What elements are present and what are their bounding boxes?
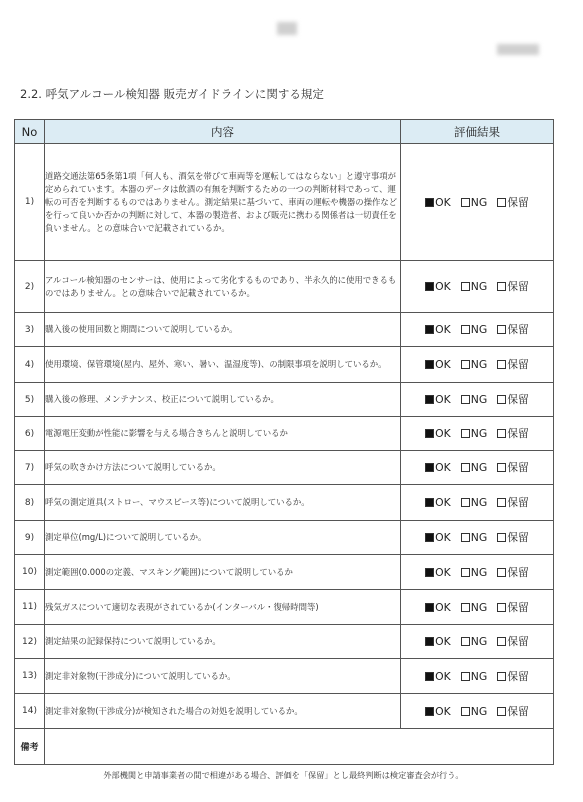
option-label: 保留 xyxy=(507,531,529,544)
checkbox-icon[interactable] xyxy=(497,282,506,291)
checkbox-icon[interactable] xyxy=(461,637,470,646)
row-number: 5) xyxy=(15,383,45,417)
option-label: 保留 xyxy=(507,461,529,474)
row-result xyxy=(401,451,554,485)
result-option-ng[interactable] xyxy=(461,705,487,718)
result-option-pending[interactable] xyxy=(497,495,529,510)
checkbox-icon[interactable] xyxy=(461,429,470,438)
option-label: 保留 xyxy=(507,358,529,371)
checkbox-icon[interactable] xyxy=(461,360,470,369)
result-option-pending[interactable] xyxy=(497,634,529,649)
option-label: OK xyxy=(435,704,451,718)
table-header-row xyxy=(15,120,554,144)
result-option-pending[interactable] xyxy=(497,460,529,475)
row-number: 10) xyxy=(15,555,45,590)
result-option-ok[interactable] xyxy=(425,427,451,440)
result-option-ng[interactable] xyxy=(461,601,487,614)
checkbox-icon[interactable] xyxy=(497,498,506,507)
result-option-ok[interactable] xyxy=(425,566,451,579)
checkbox-icon[interactable] xyxy=(425,325,434,334)
row-result xyxy=(401,261,554,313)
row-number: 8) xyxy=(15,485,45,521)
checkbox-icon[interactable] xyxy=(497,603,506,612)
row-content: 測定非対象物(干渉成分)について説明しているか。 xyxy=(45,659,401,694)
result-option-ng[interactable] xyxy=(461,196,487,209)
row-number: 6) xyxy=(15,417,45,451)
option-label: NG xyxy=(470,280,488,293)
option-label: OK xyxy=(435,427,451,440)
result-option-pending[interactable] xyxy=(497,565,529,580)
row-number: 11) xyxy=(15,590,45,625)
checkbox-icon[interactable] xyxy=(425,395,434,404)
result-option-ng[interactable] xyxy=(461,531,487,544)
remarks-row xyxy=(15,729,554,765)
result-option-ok[interactable] xyxy=(425,705,451,718)
result-option-ng[interactable] xyxy=(461,393,487,406)
row-number: 9) xyxy=(15,521,45,555)
checkbox-icon[interactable] xyxy=(497,707,506,716)
option-label: OK xyxy=(435,323,451,336)
table-row xyxy=(15,555,554,590)
table-row xyxy=(15,144,554,261)
result-option-pending[interactable] xyxy=(497,530,529,545)
checkbox-icon[interactable] xyxy=(497,325,506,334)
option-label: NG xyxy=(470,461,488,474)
row-content: アルコール検知器のセンサーは、使用によって劣化するものであり、半永久的に使用できるものではありません。との意味合いで記載されているか。 xyxy=(45,261,401,313)
option-label: NG xyxy=(470,531,488,544)
row-result xyxy=(401,347,554,383)
result-option-ng[interactable] xyxy=(461,566,487,579)
redacted-mark-right xyxy=(497,44,539,55)
row-content: 測定結果の記録保持について説明しているか。 xyxy=(45,625,401,659)
row-result xyxy=(401,383,554,417)
table-row xyxy=(15,521,554,555)
header-no: No xyxy=(15,120,45,144)
option-label: NG xyxy=(470,393,488,406)
row-number: 7) xyxy=(15,451,45,485)
result-option-pending[interactable] xyxy=(497,322,529,337)
option-label: NG xyxy=(470,565,488,579)
result-option-pending[interactable] xyxy=(497,600,529,615)
checkbox-icon[interactable] xyxy=(497,198,506,207)
row-content: 電源電圧変動が性能に影響を与える場合きちんと説明しているか xyxy=(45,417,401,451)
footer-note: 外部機関と申請事業者の間で相違がある場合、評価を「保留」とし最終判断は検定審査会が行う。 xyxy=(103,770,464,780)
checkbox-icon[interactable] xyxy=(497,637,506,646)
result-option-ok[interactable] xyxy=(425,280,451,293)
option-label: 保留 xyxy=(507,565,529,579)
row-number: 13) xyxy=(15,659,45,694)
row-content: 呼気の吹きかけ方法について説明しているか。 xyxy=(45,451,401,485)
row-number: 12) xyxy=(15,625,45,659)
result-option-ok[interactable] xyxy=(425,601,451,614)
result-option-ok[interactable] xyxy=(425,393,451,406)
option-label: NG xyxy=(470,496,488,509)
row-number: 2) xyxy=(15,261,45,313)
row-result xyxy=(401,144,554,261)
result-option-ok[interactable] xyxy=(425,670,451,683)
checkbox-icon[interactable] xyxy=(497,533,506,542)
result-option-ok[interactable] xyxy=(425,358,451,371)
checkbox-icon[interactable] xyxy=(497,429,506,438)
table-row xyxy=(15,659,554,694)
row-content: 呼気の測定道具(ストロー、マウスピース等)について説明しているか。 xyxy=(45,485,401,521)
option-label: 保留 xyxy=(507,323,529,336)
option-label: OK xyxy=(435,280,451,293)
checkbox-icon[interactable] xyxy=(425,282,434,291)
row-content: 残気ガスについて適切な表現がされているか(インターバル・復帰時間等) xyxy=(45,590,401,625)
result-option-pending[interactable] xyxy=(497,279,529,294)
row-content: 測定単位(mg/L)について説明しているか。 xyxy=(45,521,401,555)
option-label: 保留 xyxy=(507,669,529,683)
checkbox-icon[interactable] xyxy=(461,282,470,291)
row-content: 購入後の修理、メンテナンス、校正について説明しているか。 xyxy=(45,383,401,417)
row-content: 使用環境、保管環境(屋内、屋外、寒い、暑い、温湿度等)、の制限事項を説明しているか。 xyxy=(45,347,401,383)
checkbox-icon[interactable] xyxy=(425,637,434,646)
checkbox-icon[interactable] xyxy=(461,707,470,716)
section-title: 2.2. 呼気アルコール検知器 販売ガイドラインに関する規定 xyxy=(20,87,324,101)
checkbox-icon[interactable] xyxy=(425,498,434,507)
table-row xyxy=(15,694,554,729)
header-content: 内容 xyxy=(45,120,401,144)
option-label: 保留 xyxy=(507,195,529,209)
row-result xyxy=(401,694,554,729)
redacted-mark-top xyxy=(277,22,297,35)
checkbox-icon[interactable] xyxy=(425,360,434,369)
table-row xyxy=(15,347,554,383)
row-content: 購入後の使用回数と期間について説明しているか。 xyxy=(45,313,401,347)
checkbox-icon[interactable] xyxy=(461,325,470,334)
table-row xyxy=(15,261,554,313)
option-label: OK xyxy=(435,358,451,371)
checkbox-icon[interactable] xyxy=(461,603,470,612)
result-option-ng[interactable] xyxy=(461,496,487,509)
checkbox-icon[interactable] xyxy=(425,533,434,542)
checkbox-icon[interactable] xyxy=(461,395,470,404)
result-option-pending[interactable] xyxy=(497,195,529,210)
checkbox-icon[interactable] xyxy=(497,672,506,681)
row-content: 測定非対象物(干渉成分)が検知された場合の対処を説明しているか。 xyxy=(45,694,401,729)
result-option-pending[interactable] xyxy=(497,669,529,684)
row-result xyxy=(401,313,554,347)
row-content: 道路交通法第65条第1項「何人も、酒気を帯びて車両等を運転してはならない」と遵守事項が定められています。本器のデータは飲酒の有無を判断するための一つの判断材料であって、運転の可否を判断するものではありません。測定結果に基づいて、車両の運転や機器の操作などを行って良いか否かの判断に対して、本器の製造者、および販売に携わる関係者は一切責任を負いません。との意味合いで記載されているか。 xyxy=(45,144,401,261)
row-result xyxy=(401,659,554,694)
row-number: 1) xyxy=(15,144,45,261)
checkbox-icon[interactable] xyxy=(497,568,506,577)
row-number: 3) xyxy=(15,313,45,347)
checkbox-icon[interactable] xyxy=(425,198,434,207)
table-row xyxy=(15,417,554,451)
checkbox-icon[interactable] xyxy=(425,463,434,472)
table-row xyxy=(15,383,554,417)
header-result: 評価結果 xyxy=(401,120,554,144)
option-label: NG xyxy=(470,358,488,371)
option-label: OK xyxy=(435,635,451,648)
checkbox-icon[interactable] xyxy=(497,463,506,472)
row-number: 14) xyxy=(15,694,45,729)
option-label: 保留 xyxy=(507,600,529,614)
result-option-ng[interactable] xyxy=(461,461,487,474)
result-option-ng[interactable] xyxy=(461,635,487,648)
option-label: 保留 xyxy=(507,496,529,509)
result-option-ng[interactable] xyxy=(461,670,487,683)
checkbox-icon[interactable] xyxy=(425,707,434,716)
checkbox-icon[interactable] xyxy=(461,672,470,681)
row-number: 4) xyxy=(15,347,45,383)
checkbox-icon[interactable] xyxy=(461,498,470,507)
result-option-ok[interactable] xyxy=(425,461,451,474)
option-label: NG xyxy=(470,600,488,614)
result-option-ok[interactable] xyxy=(425,635,451,648)
row-result xyxy=(401,590,554,625)
result-option-ok[interactable] xyxy=(425,196,451,209)
option-label: OK xyxy=(435,496,451,509)
row-result xyxy=(401,485,554,521)
result-option-pending[interactable] xyxy=(497,426,529,441)
remarks-field[interactable] xyxy=(45,729,554,765)
checkbox-icon[interactable] xyxy=(425,672,434,681)
row-result xyxy=(401,625,554,659)
checkbox-icon[interactable] xyxy=(461,463,470,472)
checkbox-icon[interactable] xyxy=(461,568,470,577)
result-option-ng[interactable] xyxy=(461,280,487,293)
result-option-pending[interactable] xyxy=(497,704,529,719)
table-row xyxy=(15,590,554,625)
option-label: OK xyxy=(435,393,451,406)
option-label: OK xyxy=(435,600,451,614)
result-option-ng[interactable] xyxy=(461,427,487,440)
row-result xyxy=(401,417,554,451)
checkbox-icon[interactable] xyxy=(461,198,470,207)
option-label: NG xyxy=(470,427,488,440)
result-option-ng[interactable] xyxy=(461,323,487,336)
option-label: OK xyxy=(435,669,451,683)
result-option-pending[interactable] xyxy=(497,392,529,407)
result-option-pending[interactable] xyxy=(497,357,529,372)
option-label: OK xyxy=(435,531,451,544)
option-label: OK xyxy=(435,461,451,474)
checkbox-icon[interactable] xyxy=(497,395,506,404)
checkbox-icon[interactable] xyxy=(497,360,506,369)
result-option-ok[interactable] xyxy=(425,323,451,336)
option-label: NG xyxy=(470,669,488,683)
option-label: NG xyxy=(470,195,488,209)
result-option-ok[interactable] xyxy=(425,496,451,509)
checkbox-icon[interactable] xyxy=(425,429,434,438)
option-label: 保留 xyxy=(507,280,529,293)
table-row xyxy=(15,625,554,659)
row-result xyxy=(401,521,554,555)
evaluation-table xyxy=(14,119,554,765)
option-label: OK xyxy=(435,195,451,209)
table-row xyxy=(15,313,554,347)
checkbox-icon[interactable] xyxy=(461,533,470,542)
result-option-ok[interactable] xyxy=(425,531,451,544)
table-row xyxy=(15,485,554,521)
remarks-label: 備考 xyxy=(15,729,45,765)
option-label: 保留 xyxy=(507,704,529,718)
option-label: 保留 xyxy=(507,427,529,440)
option-label: NG xyxy=(470,704,488,718)
row-result xyxy=(401,555,554,590)
option-label: 保留 xyxy=(507,393,529,406)
result-option-ng[interactable] xyxy=(461,358,487,371)
table-row xyxy=(15,451,554,485)
option-label: NG xyxy=(470,323,488,336)
option-label: NG xyxy=(470,635,488,648)
option-label: 保留 xyxy=(507,635,529,648)
checkbox-icon[interactable] xyxy=(425,603,434,612)
row-content: 測定範囲(0.000の定義、マスキング範囲)について説明しているか xyxy=(45,555,401,590)
checkbox-icon[interactable] xyxy=(425,568,434,577)
option-label: OK xyxy=(435,565,451,579)
